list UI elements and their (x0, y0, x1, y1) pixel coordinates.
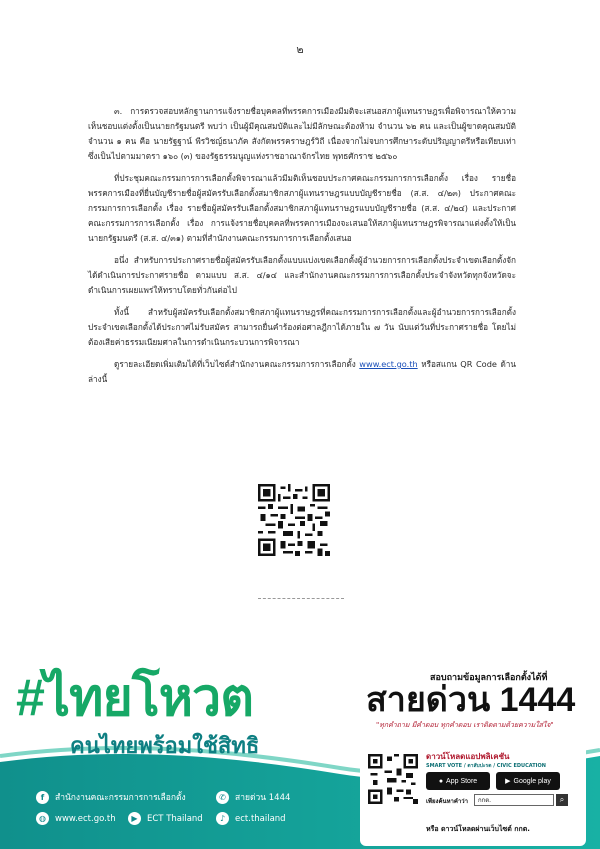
paragraph-2: ที่ประชุมคณะกรรมการการเลือกตั้งพิจารณาแล้วมีมติเห็นชอบประกาศคณะกรรมการการเลือกตั้ง เรื่อง รายชื่อพรรคการเมืองที่ยื่นบัญชีรายชื่อผู้สมัครรับเลือกตั้งสมาชิกสภาผู้แทนราษฎรแบบบัญชีรายชื่อ (ส.ส. ๔/๒๓) ประกาศคณะกรรมการการเลือกตั้ง เรื่อง รายชื่อผู้สมัครรับเลือกตั้งสมาชิกสภาผู้แทนราษฎรแบบบัญชีรายชื่อ (ส.ส. ๔/๒๔) และประกาศคณะกรรมการการเลือกตั้ง เรื่อง การแจ้งรายชื่อบุคคลที่พรรคการเมืองจะเสนอให้สภาผู้แทนราษฎรพิจารณาแต่งตั้งให้เป็นนายกรัฐมนตรี (ส.ส. ๔/๓๑) ตามที่สำนักงานคณะกรรมการการเลือกตั้งเสนอ (88, 173, 516, 243)
document-body (88, 104, 516, 394)
page-number: ๒ (296, 43, 304, 56)
contact-website-label: www.ect.go.th (55, 813, 116, 824)
search-hint-label: เพียงค้นหาคำว่า (426, 798, 469, 805)
google-play-label: Google play (513, 777, 551, 785)
campaign-hashtag: #ไทยโหวต (16, 669, 253, 727)
download-app-names: SMART VOTE / ตาสับปะรด / CIVIC EDUCATION (426, 763, 546, 769)
search-input[interactable]: กกต. (474, 794, 554, 806)
search-icon[interactable]: ⌕ (556, 794, 568, 806)
contact-website[interactable] (36, 812, 116, 825)
download-website-note: หรือ ดาวน์โหลดผ่านเว็บไซต์ กกต. (426, 825, 530, 833)
google-play-button[interactable] (496, 772, 560, 790)
contact-hotline[interactable] (216, 790, 290, 804)
app-store-button[interactable] (426, 772, 490, 790)
paragraph-1: ๓. การตรวจสอบหลักฐานการแจ้งรายชื่อบุคคลที่พรรคการเมืองมีมติจะเสนอสภาผู้แทนราษฎรเพื่อพิจารณาให้ความเห็นชอบแต่งตั้งเป็นนายกรัฐมนตรี พบว่า เป็นผู้มีคุณสมบัติและไม่มีลักษณะต้องห้าม จำนวน ๖๒ คน และเป็นผู้ขาดคุณสมบัติ จำนวน ๑ คน คือ นายรัฐฐาน์ พีรวิชญ์ธนาภัค สังกัดพรรคราษฎร์วิถี เนื่องจากไม่จบการศึกษาระดับปริญญาตรีหรือเทียบเท่า ซึ่งเป็นไปตามมาตรา ๑๖๐ (๓) ของรัฐธรรมนูญแห่งราชอาณาจักรไทย พุทธศักราช ๒๕๖๐ (88, 106, 516, 161)
tiktok-icon: ♪ (216, 812, 229, 825)
hotline-tagline: "ทุกคำถาม มีคำตอบ ทุกคำตอบ เราติดตามด้วยความใส่ใจ" (376, 721, 554, 729)
qr-code-icon[interactable] (258, 484, 330, 556)
contact-tiktok[interactable] (216, 812, 286, 825)
website-link[interactable]: www.ect.go.th (359, 359, 418, 369)
hotline-caption: สอบถามข้อมูลการเลือกตั้งได้ที่ (430, 673, 548, 683)
contact-hotline-label: สายด่วน 1444 (235, 793, 291, 803)
paragraph-3: อนึ่ง สำหรับการประกาศรายชื่อผู้สมัครรับเลือกตั้งแบบแบ่งเขตเลือกตั้งผู้อำนวยการการเลือกตั้งประจำเขตเลือกตั้งจักได้ดำเนินการประกาศรายชื่อ ตามแบบ ส.ส. ๔/๑๔ และสำนักงานคณะกรรมการการเลือกตั้งประจำจังหวัดทุกจังหวัดจะดำเนินการเผยแพร่ให้ทราบโดยทั่วกันต่อไป (88, 255, 516, 295)
phone-icon: ✆ (216, 791, 229, 804)
youtube-icon: ▶ (128, 812, 141, 825)
paragraph-5-tail: หรือสแกน QR Code ด้านล่างนี้ (88, 359, 516, 384)
paragraph-5-text: ดูรายละเอียดเพิ่มเติมได้ที่เว็บไซต์สำนักงานคณะกรรมการการเลือกตั้ง (114, 359, 360, 369)
contact-facebook-label: สำนักงานคณะกรรมการการเลือกตั้ง (55, 793, 186, 803)
app-store-label: App Store (446, 777, 478, 785)
facebook-icon: f (36, 791, 49, 804)
contact-youtube-label: ECT Thailand (147, 813, 203, 824)
download-app-title: ดาวน์โหลดแอปพลิเคชัน (426, 752, 510, 761)
footer-banner (0, 666, 600, 849)
contact-youtube[interactable] (128, 812, 203, 825)
paragraph-5 (88, 357, 516, 387)
app-qr-code-icon[interactable] (368, 754, 418, 804)
campaign-slogan: คนไทยพร้อมใช้สิทธิ (70, 733, 260, 758)
contact-tiktok-label: ect.thailand (235, 813, 286, 824)
separator-line (258, 598, 344, 599)
hotline-number: สายด่วน 1444 (366, 681, 576, 719)
apple-icon: ● (438, 777, 444, 785)
paragraph-4: ทั้งนี้ สำหรับผู้สมัครรับเลือกตั้งสมาชิกสภาผู้แทนราษฎรที่คณะกรรมการการเลือกตั้งและผู้อำนวยการการเลือกตั้งประจำเขตเลือกตั้งได้ประกาศไม่รับสมัคร สามารถยื่นคำร้องต่อศาลฎีกาได้ภายใน ๗ วัน นับแต่วันที่ประกาศรายชื่อ โดยไม่ต้องเสียค่าธรรมเนียมศาลในการดำเนินกระบวนการพิจารณา (88, 307, 516, 347)
play-icon: ▶ (505, 778, 511, 785)
app-download-card (360, 744, 586, 846)
globe-icon: ◍ (36, 812, 49, 825)
contact-facebook[interactable] (36, 790, 186, 804)
